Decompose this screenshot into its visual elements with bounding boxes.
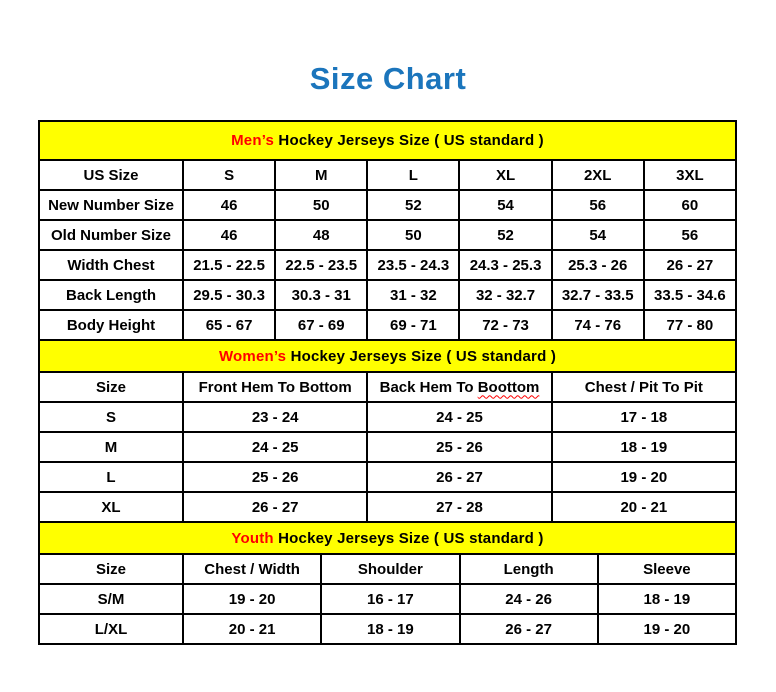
men-cell-r1-c4: 52 [459, 220, 551, 250]
men-cell-r2-c6: 26 - 27 [644, 250, 736, 280]
women-cell-r1-c2: 25 - 26 [367, 432, 551, 462]
men-banner-highlight: Men’s [231, 132, 275, 149]
youth-table-row-0 [39, 584, 736, 614]
women-cell-r1-c1: 24 - 25 [183, 432, 367, 462]
youth-cell-r1-c1: 20 - 21 [183, 614, 321, 644]
youth-banner: Youth Hockey Jerseys Size ( US standard ) [39, 522, 736, 554]
women-misspelled-word: Boottom [477, 378, 540, 396]
men-cell-r3-c6: 33.5 - 34.6 [644, 280, 736, 310]
men-cell-r0-c2: 50 [275, 190, 367, 220]
youth-column-header-3: Length [460, 554, 598, 584]
men-cell-r3-c3: 31 - 32 [367, 280, 459, 310]
women-banner-highlight: Women’s [218, 347, 287, 365]
men-cell-r4-c5: 74 - 76 [552, 310, 644, 340]
youth-cell-r0-c1: 19 - 20 [183, 584, 321, 614]
men-cell-r3-c2: 30.3 - 31 [275, 280, 367, 310]
men-table-row-1 [39, 220, 736, 250]
mens-size-table [38, 120, 737, 341]
men-column-header-6: 3XL [644, 160, 736, 190]
men-column-header-0: US Size [39, 160, 183, 190]
women-column-header-0: Size [39, 372, 183, 402]
women-table-row-2 [39, 462, 736, 492]
women-cell-r2-c1: 25 - 26 [183, 462, 367, 492]
women-table-row-0 [39, 402, 736, 432]
women-cell-r2-c2: 26 - 27 [367, 462, 551, 492]
men-row-label-3: Back Length [39, 280, 183, 310]
men-table-row-0 [39, 190, 736, 220]
women-banner: Women’s Hockey Jerseys Size ( US standard ) [39, 340, 736, 372]
men-cell-r3-c1: 29.5 - 30.3 [183, 280, 275, 310]
men-cell-r2-c4: 24.3 - 25.3 [459, 250, 551, 280]
men-cell-r2-c3: 23.5 - 24.3 [367, 250, 459, 280]
women-cell-r3-c2: 27 - 28 [367, 492, 551, 522]
men-header-row [39, 160, 736, 190]
men-row-label-0: New Number Size [39, 190, 183, 220]
men-banner-row [39, 121, 736, 160]
men-row-label-2: Width Chest [39, 250, 183, 280]
women-cell-r3-c3: 20 - 21 [552, 492, 736, 522]
youth-banner-row [39, 522, 736, 554]
men-row-label-1: Old Number Size [39, 220, 183, 250]
youth-table-row-1 [39, 614, 736, 644]
youth-cell-r0-c4: 18 - 19 [598, 584, 736, 614]
women-cell-r1-c3: 18 - 19 [552, 432, 736, 462]
men-cell-r4-c4: 72 - 73 [459, 310, 551, 340]
men-cell-r4-c3: 69 - 71 [367, 310, 459, 340]
youth-cell-r1-c4: 19 - 20 [598, 614, 736, 644]
women-table-row-3 [39, 492, 736, 522]
women-column-header-1: Front Hem To Bottom [183, 372, 367, 402]
youth-banner-highlight: Youth [231, 529, 274, 547]
youth-column-header-4: Sleeve [598, 554, 736, 584]
men-cell-r4-c6: 77 - 80 [644, 310, 736, 340]
men-cell-r2-c5: 25.3 - 26 [552, 250, 644, 280]
men-row-label-4: Body Height [39, 310, 183, 340]
youth-header-row [39, 554, 736, 584]
men-cell-r1-c5: 54 [552, 220, 644, 250]
youth-cell-r1-c3: 26 - 27 [460, 614, 598, 644]
youth-cell-r1-c2: 18 - 19 [321, 614, 459, 644]
page-title: Size Chart [309, 61, 467, 96]
womens-size-table [38, 339, 737, 523]
men-cell-r4-c1: 65 - 67 [183, 310, 275, 340]
men-cell-r1-c2: 48 [275, 220, 367, 250]
men-cell-r3-c4: 32 - 32.7 [459, 280, 551, 310]
women-column-header-2: Back Hem To Boottom [367, 372, 551, 402]
women-row-label-0: S [39, 402, 183, 432]
women-row-label-1: M [39, 432, 183, 462]
women-row-label-2: L [39, 462, 183, 492]
men-cell-r0-c3: 52 [367, 190, 459, 220]
women-cell-r0-c3: 17 - 18 [552, 402, 736, 432]
men-column-header-5: 2XL [552, 160, 644, 190]
men-cell-r2-c1: 21.5 - 22.5 [183, 250, 275, 280]
youth-row-label-1: L/XL [39, 614, 183, 644]
youth-cell-r0-c2: 16 - 17 [321, 584, 459, 614]
men-column-header-1: S [183, 160, 275, 190]
men-cell-r1-c3: 50 [367, 220, 459, 250]
youth-row-label-0: S/M [39, 584, 183, 614]
men-cell-r4-c2: 67 - 69 [275, 310, 367, 340]
women-cell-r0-c1: 23 - 24 [183, 402, 367, 432]
men-cell-r0-c5: 56 [552, 190, 644, 220]
men-table-row-4 [39, 310, 736, 340]
youth-cell-r0-c3: 24 - 26 [460, 584, 598, 614]
women-header-row [39, 372, 736, 402]
men-cell-r0-c4: 54 [459, 190, 551, 220]
women-column-header-3: Chest / Pit To Pit [552, 372, 736, 402]
youth-column-header-2: Shoulder [321, 554, 459, 584]
women-row-label-3: XL [39, 492, 183, 522]
women-cell-r2-c3: 19 - 20 [552, 462, 736, 492]
men-table-row-3 [39, 280, 736, 310]
youth-column-header-0: Size [39, 554, 183, 584]
men-cell-r0-c6: 60 [644, 190, 736, 220]
size-tables-container [38, 120, 737, 645]
men-cell-r1-c1: 46 [183, 220, 275, 250]
men-banner: Men’s Hockey Jerseys Size ( US standard ) [39, 121, 736, 160]
youth-column-header-1: Chest / Width [183, 554, 321, 584]
men-column-header-3: L [367, 160, 459, 190]
men-column-header-4: XL [459, 160, 551, 190]
women-cell-r0-c2: 24 - 25 [367, 402, 551, 432]
men-cell-r2-c2: 22.5 - 23.5 [275, 250, 367, 280]
women-banner-row [39, 340, 736, 372]
youth-size-table [38, 521, 737, 645]
men-cell-r1-c6: 56 [644, 220, 736, 250]
women-table-row-1 [39, 432, 736, 462]
men-column-header-2: M [275, 160, 367, 190]
women-cell-r3-c1: 26 - 27 [183, 492, 367, 522]
men-table-row-2 [39, 250, 736, 280]
men-cell-r3-c5: 32.7 - 33.5 [552, 280, 644, 310]
men-cell-r0-c1: 46 [183, 190, 275, 220]
